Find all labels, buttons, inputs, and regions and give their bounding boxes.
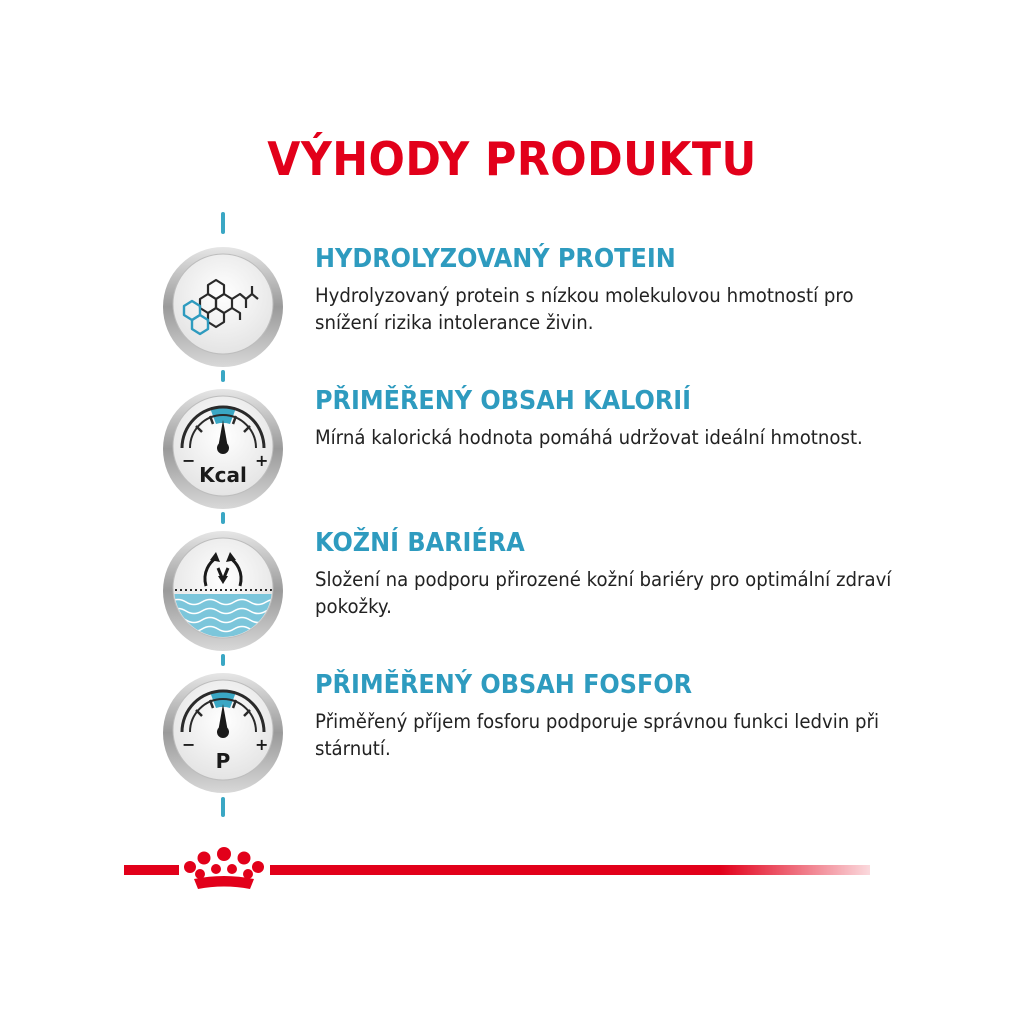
timeline-segment: [221, 512, 225, 524]
footer-line-right: [270, 865, 870, 875]
timeline-segment: [221, 654, 225, 666]
feature-title: KOŽNÍ BARIÉRA: [315, 528, 525, 558]
footer-line-left: [124, 865, 179, 875]
svg-text:−: −: [182, 735, 196, 754]
crown-logo-icon: [180, 845, 268, 895]
feature-title: PŘIMĚŘENÝ OBSAH FOSFOR: [315, 670, 693, 700]
skin-barrier-icon: [160, 528, 286, 654]
kcal-label: Kcal: [199, 463, 247, 487]
svg-text:+: +: [255, 451, 269, 470]
feature-description: Přiměřený příjem fosforu podporuje správnou funkci ledvin při stárnutí.: [315, 710, 880, 760]
feature-description: Hydrolyzovaný protein s nízkou molekulovou hmotností pro snížení rizika intolerance živin.: [315, 284, 854, 334]
timeline-segment: [221, 370, 225, 382]
timeline-segment: [221, 797, 225, 817]
page-title: VÝHODY PRODUKTU: [267, 132, 757, 186]
timeline-segment: [221, 212, 225, 234]
feature-title: PŘIMĚŘENÝ OBSAH KALORIÍ: [315, 386, 692, 416]
svg-text:−: −: [182, 451, 196, 470]
molecule-icon: [160, 244, 286, 370]
feature-description: Složení na podporu přirozené kožní bariéry pro optimální zdraví pokožky.: [315, 568, 892, 618]
svg-text:+: +: [255, 735, 269, 754]
feature-title: HYDROLYZOVANÝ PROTEIN: [315, 244, 676, 274]
feature-description: Mírná kalorická hodnota pomáhá udržovat ideální hmotnost.: [315, 426, 863, 449]
kcal-gauge-icon: [160, 386, 286, 512]
phosphorus-label: P: [215, 749, 231, 773]
phosphorus-gauge-icon: [160, 670, 286, 796]
